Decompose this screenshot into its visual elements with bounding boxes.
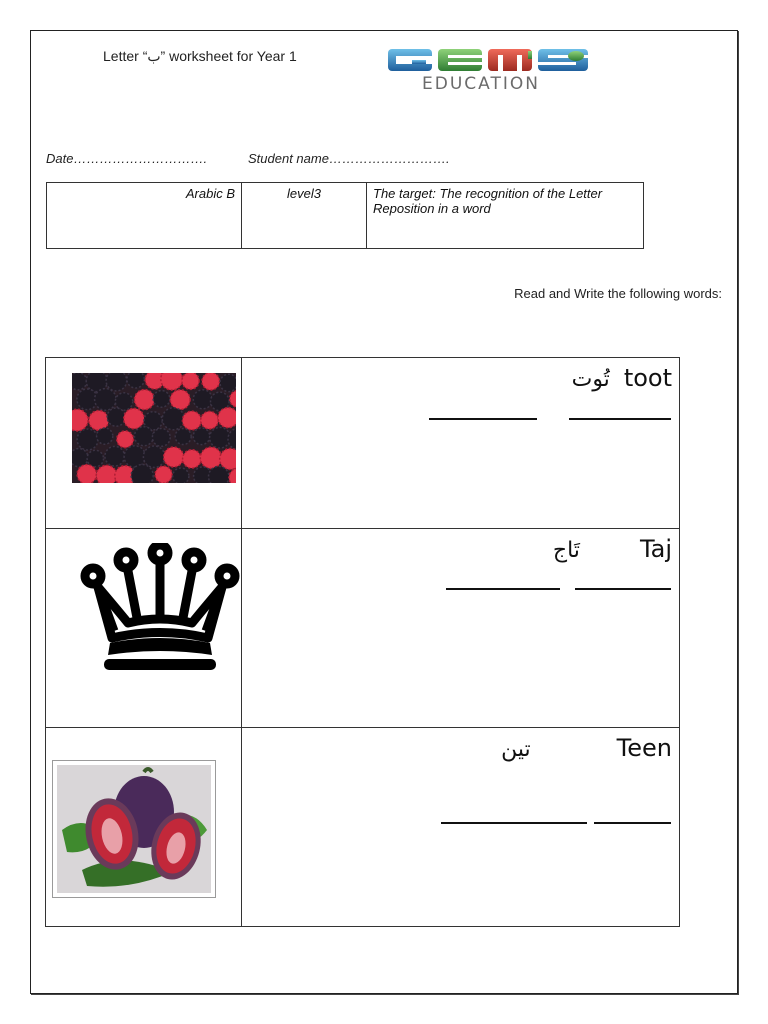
student-name-field: Student name………………………. <box>248 151 450 166</box>
blackberry <box>135 427 154 446</box>
writing-blank[interactable] <box>594 822 671 824</box>
blackberry <box>220 374 236 391</box>
blackberry <box>77 429 98 450</box>
writing-blank[interactable] <box>569 418 671 420</box>
worksheet-title: Letter “ب” worksheet for Year 1 <box>103 48 297 64</box>
raspberry <box>220 449 236 470</box>
blackberry <box>153 391 170 408</box>
english-word: Taj <box>639 535 672 563</box>
raspberry <box>202 373 220 390</box>
crown-icon <box>80 543 240 673</box>
raspberry <box>89 411 109 431</box>
blackberry <box>105 446 125 466</box>
english-word: Teen <box>616 734 672 762</box>
word-label <box>572 364 672 392</box>
raspberry <box>117 431 134 448</box>
blackberry <box>97 428 113 444</box>
word-row <box>46 358 680 529</box>
arabic-word: تين <box>501 737 531 762</box>
blackberry <box>95 389 117 411</box>
word-cell <box>242 728 680 927</box>
word-cell <box>242 358 680 529</box>
raspberry <box>77 465 96 483</box>
picture-cell <box>46 358 242 529</box>
arabic-word: تُوت <box>571 367 610 392</box>
blackberry <box>162 408 184 430</box>
raspberry <box>182 373 199 389</box>
picture-cell <box>46 728 242 927</box>
raspberry <box>170 390 190 410</box>
date-field: Date…………………………. <box>46 151 208 166</box>
subject-cell: Arabic B <box>47 183 242 249</box>
raspberry <box>183 450 201 468</box>
writing-blank[interactable] <box>441 822 587 824</box>
raspberry <box>124 408 144 428</box>
logo-education-text: EDUCATION <box>422 74 540 94</box>
blackberry <box>193 390 212 409</box>
raspberry <box>161 373 183 390</box>
word-row <box>46 529 680 728</box>
writing-blank[interactable] <box>575 588 671 590</box>
writing-blank[interactable] <box>446 588 560 590</box>
blackberry <box>193 428 210 445</box>
berries-image <box>72 373 236 483</box>
blackberry <box>152 429 170 447</box>
word-row <box>46 728 680 927</box>
raspberry <box>200 447 221 468</box>
instruction-text: Read and Write the following words: <box>514 286 722 301</box>
writing-blank[interactable] <box>429 418 537 420</box>
picture-cell <box>46 529 242 728</box>
level-cell: level3 <box>242 183 367 249</box>
english-word: toot <box>623 364 672 392</box>
words-table <box>45 357 680 927</box>
figs-image <box>52 760 216 898</box>
raspberry <box>182 411 201 430</box>
raspberry <box>201 411 219 429</box>
raspberry <box>134 390 154 410</box>
blackberry <box>210 427 231 448</box>
word-cell <box>242 529 680 728</box>
blackberry <box>175 429 191 445</box>
arabic-word: تَاج <box>552 538 580 563</box>
raspberry <box>155 466 172 483</box>
blackberry <box>107 408 125 426</box>
raspberry <box>164 447 184 467</box>
word-label <box>553 535 672 563</box>
blackberry <box>143 446 164 467</box>
target-cell: The target: The recognition of the Letter Reposition in a word <box>367 183 644 249</box>
info-table <box>46 182 644 249</box>
word-label <box>501 734 672 762</box>
blackberry <box>124 446 145 467</box>
